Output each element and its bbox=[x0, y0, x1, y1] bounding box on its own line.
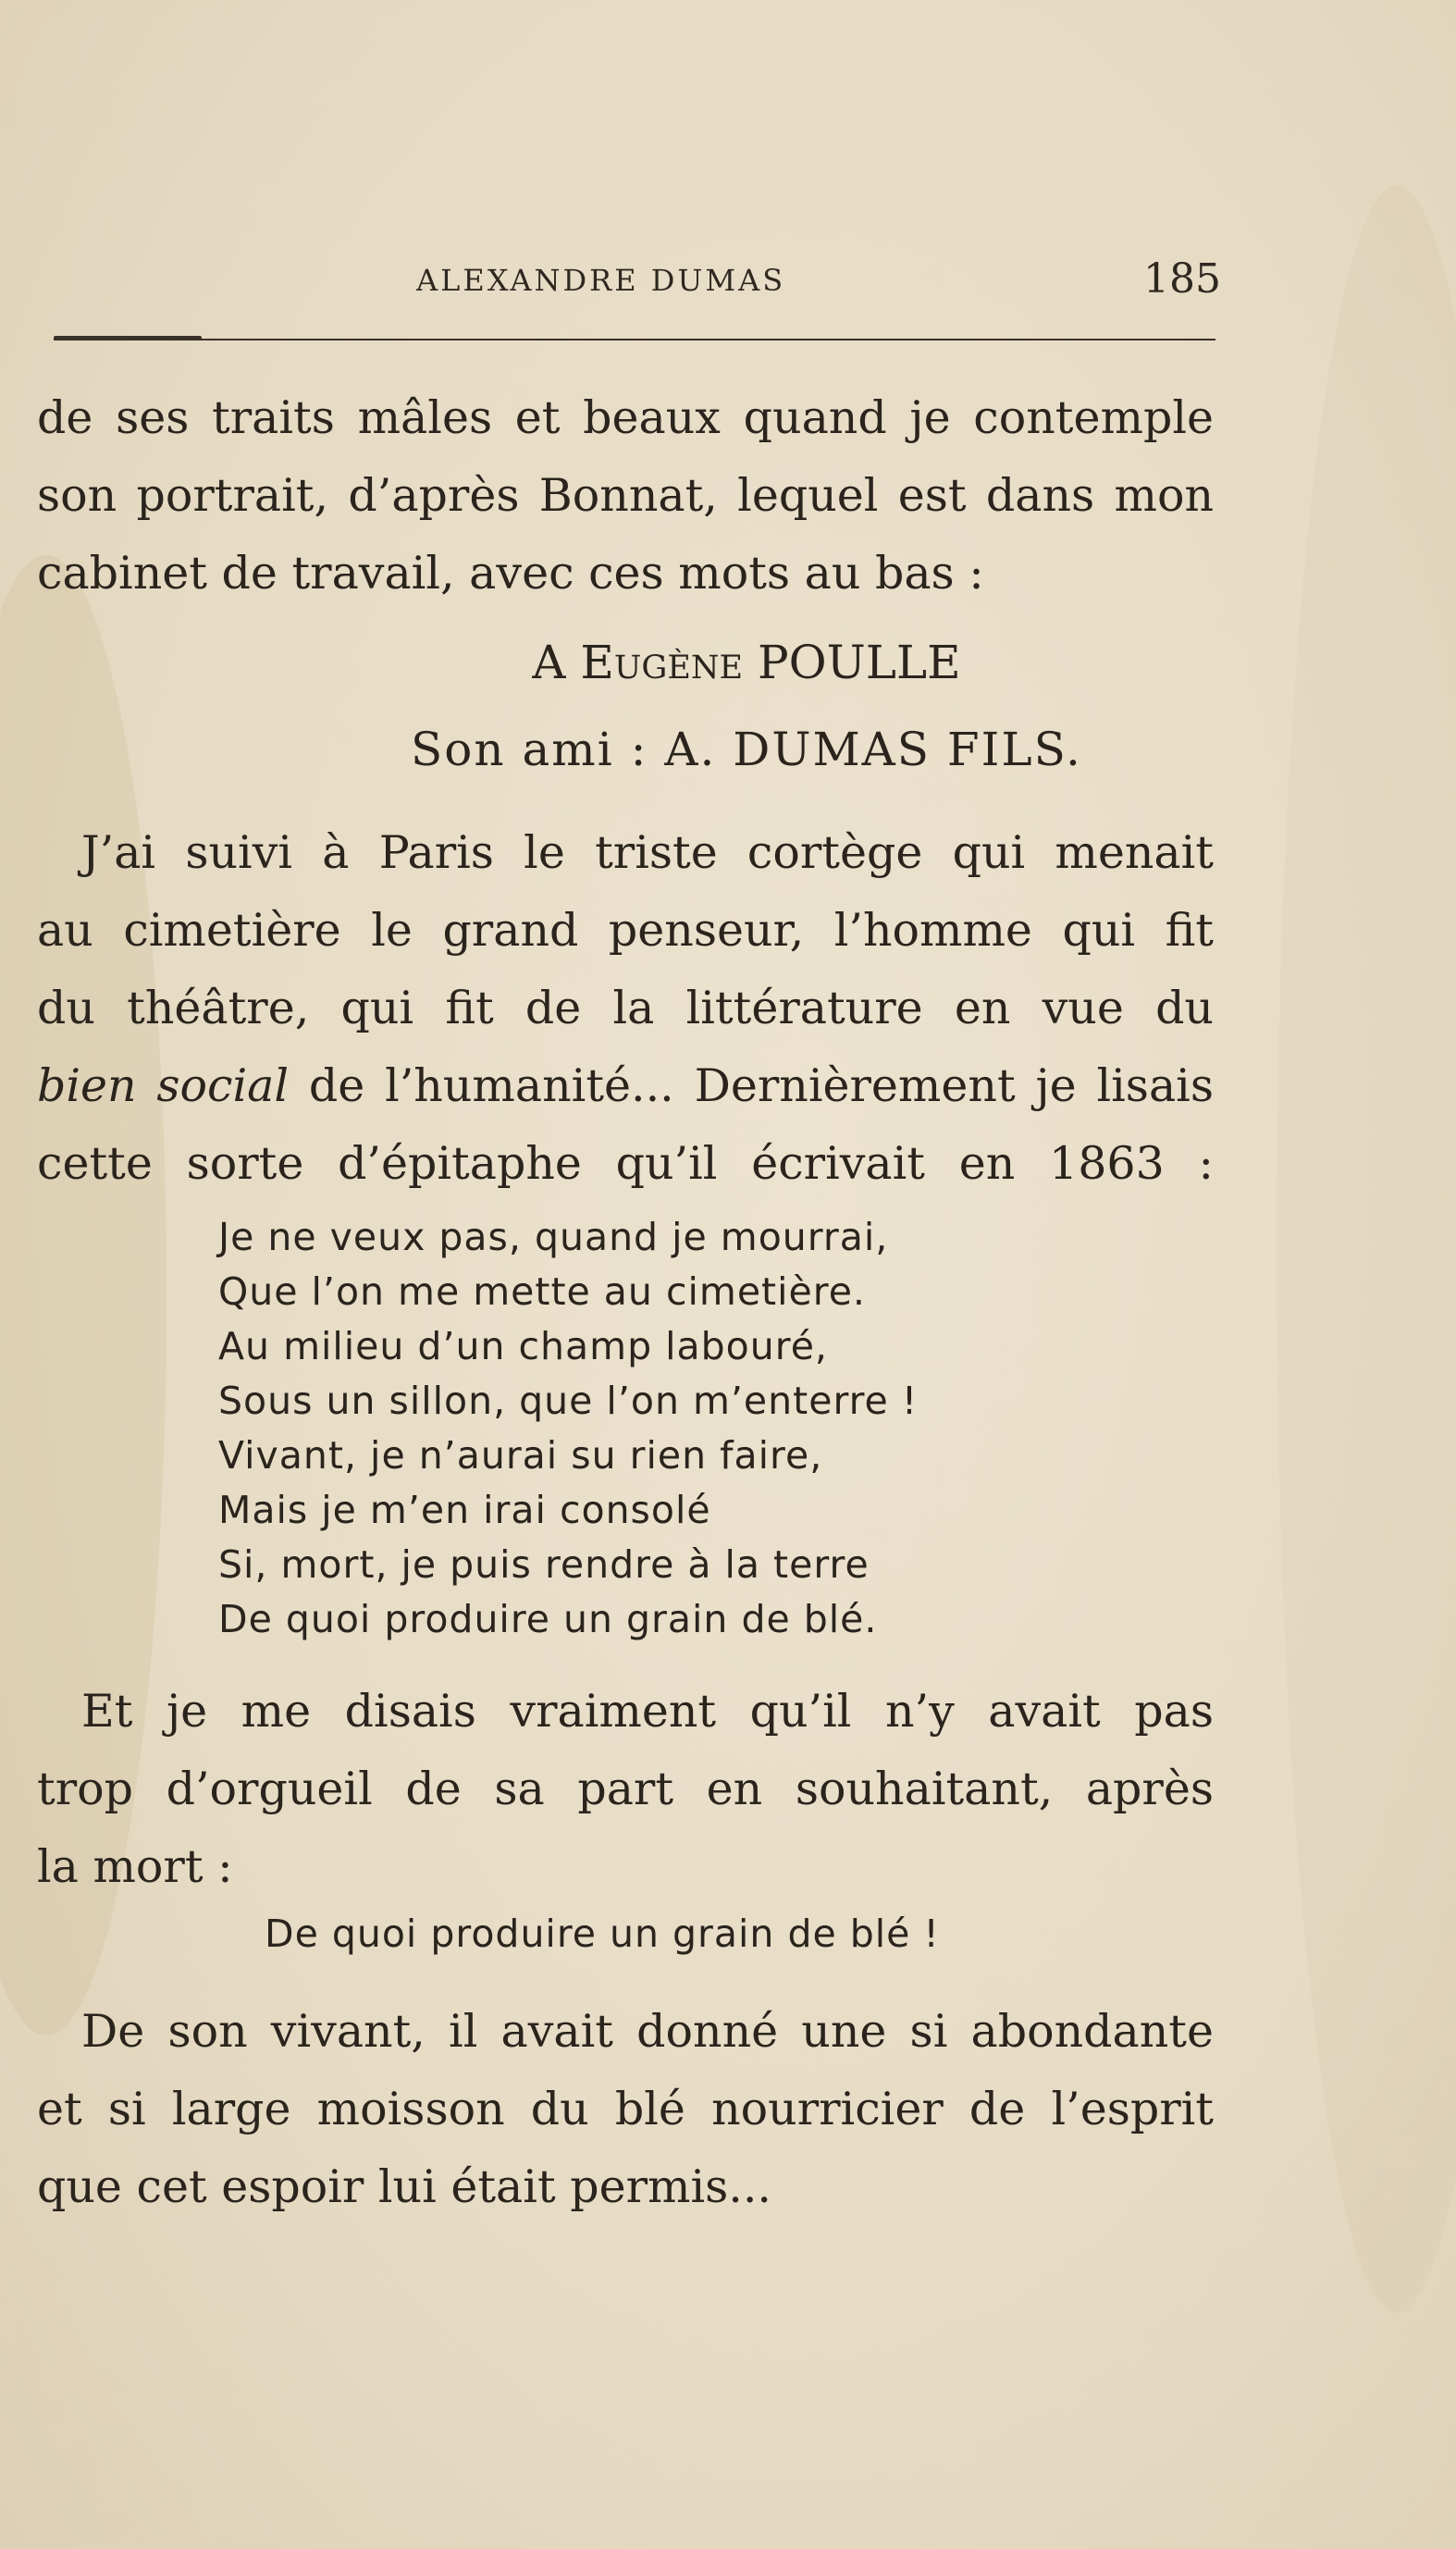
quoted-verse: De quoi produire un grain de blé ! bbox=[265, 1912, 940, 1956]
text-fragment: de l’humanité... Dernièrement je lisais bbox=[289, 1059, 1214, 1112]
dedication-name: Eugène bbox=[580, 636, 744, 689]
dedication-line-1 bbox=[0, 625, 1456, 699]
page-number: 185 bbox=[1143, 255, 1221, 303]
poem-line: Au milieu d’un champ labouré, bbox=[218, 1324, 828, 1368]
epitaph-poem bbox=[218, 1210, 918, 1647]
text-line: de ses traits mâles et beaux quand je contemple bbox=[37, 391, 1214, 444]
poem-line: Mais je m’en irai consolé bbox=[218, 1488, 711, 1532]
italic-phrase: bien social bbox=[37, 1059, 290, 1112]
text-line: la mort : bbox=[37, 1840, 233, 1893]
paragraph-4 bbox=[37, 1993, 1214, 2226]
paragraph-2 bbox=[37, 814, 1214, 1203]
paragraph-1 bbox=[37, 379, 1214, 613]
text-line: du théâtre, qui fit de la littérature en vue du bbox=[37, 982, 1214, 1034]
text-line: Et je me disais vraiment qu’il n’y avait pas bbox=[81, 1685, 1214, 1738]
text-line: au cimetière le grand penseur, l’homme qui fit bbox=[37, 904, 1214, 957]
paragraph-3 bbox=[37, 1673, 1214, 1906]
text-line: et si large moisson du blé nourricier de l’esprit bbox=[37, 2083, 1214, 2135]
dedication-prefix: A bbox=[532, 636, 581, 689]
poem-line: De quoi produire un grain de blé. bbox=[218, 1597, 878, 1641]
running-head bbox=[416, 255, 1221, 311]
text-line: cette sorte d’épitaphe qu’il écrivait en 1863 : bbox=[37, 1137, 1214, 1190]
text-line: J’ai suivi à Paris le triste cortège qui menait bbox=[81, 826, 1214, 879]
poem-line: Que l’on me mette au cimetière. bbox=[218, 1269, 866, 1314]
dedication-line-2: Son ami : A. DUMAS FILS. bbox=[411, 723, 1082, 776]
poem-line: Je ne veux pas, quand je mourrai, bbox=[218, 1215, 889, 1259]
text-line: son portrait, d’après Bonnat, lequel est dans mon bbox=[37, 469, 1214, 522]
text-line: trop d’orgueil de sa part en souhaitant, après bbox=[37, 1763, 1214, 1815]
paper-stain bbox=[1277, 185, 1456, 2313]
header-rule bbox=[54, 339, 1215, 340]
text-line: que cet espoir lui était permis... bbox=[37, 2160, 772, 2213]
running-title: ALEXANDRE DUMAS bbox=[416, 263, 786, 298]
text-line bbox=[37, 1047, 1214, 1125]
text-line: cabinet de travail, avec ces mots au bas : bbox=[37, 547, 984, 600]
poem-line: Vivant, je n’aurai su rien faire, bbox=[218, 1433, 823, 1478]
text-line: De son vivant, il avait donné une si abondante bbox=[81, 2005, 1214, 2058]
poem-line: Sous un sillon, que l’on m’enterre ! bbox=[218, 1379, 919, 1423]
poem-line: Si, mort, je puis rendre à la terre bbox=[218, 1542, 870, 1587]
dedication-surname: POULLE bbox=[743, 636, 961, 689]
